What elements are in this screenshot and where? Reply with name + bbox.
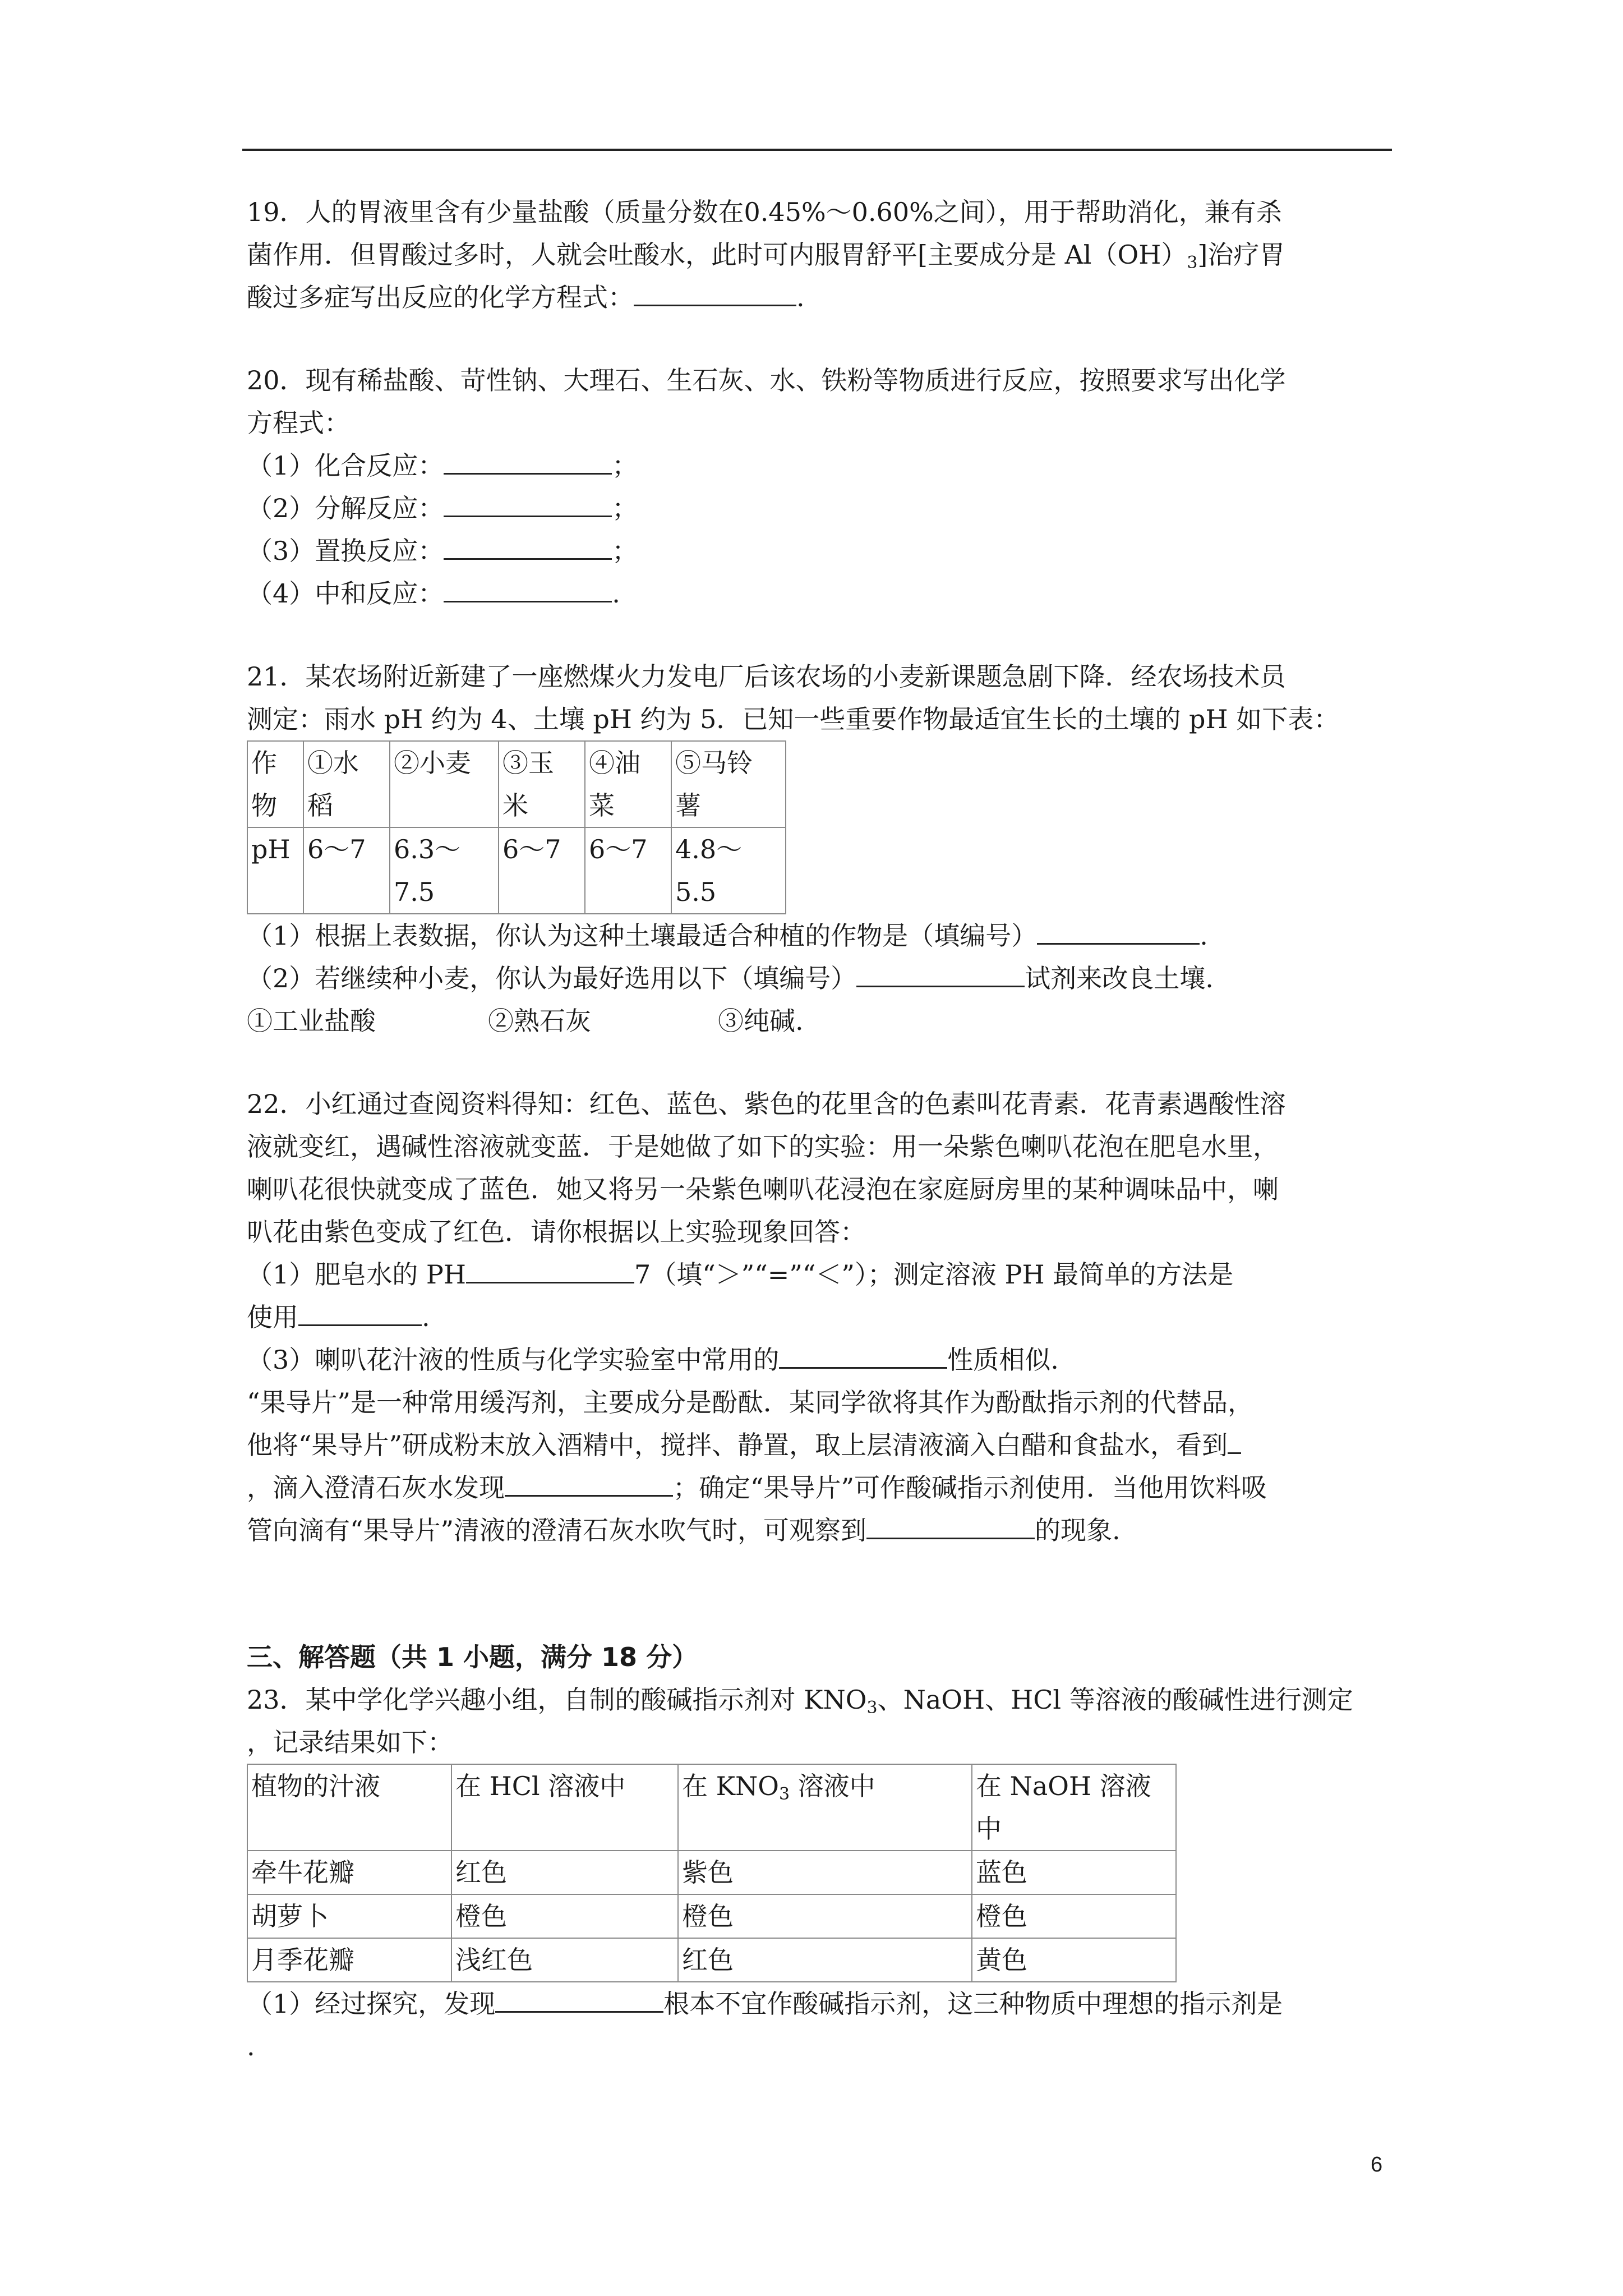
- q22-sub-3-text: （3）喇叭花汁液的性质与化学实验室中常用的: [247, 1345, 780, 1375]
- crop-ph-table: [247, 740, 786, 914]
- q22-blank-2[interactable]: [298, 1297, 422, 1326]
- table-cell: 6～7: [585, 827, 671, 914]
- table-cell: 胡萝卜: [247, 1894, 451, 1938]
- table-row: [247, 1938, 1176, 1982]
- q20-item-end: ；: [612, 493, 638, 523]
- q22-sub-3: [247, 1338, 1396, 1381]
- q22-para-3-text: ，滴入澄清石灰水发现: [247, 1473, 505, 1503]
- q22-sub-1: [247, 1253, 1396, 1296]
- q19-line-2-tail: ]治疗胃: [1197, 240, 1285, 270]
- table-cell: ⑤马铃 薯: [671, 741, 786, 827]
- table-cell: ①水 稻: [303, 741, 390, 827]
- table-cell: 6.3～ 7.5: [390, 827, 499, 914]
- q22-para-3: [247, 1466, 1396, 1509]
- q21-line-2: 测定：雨水 pH 约为 4、土壤 pH 约为 5．已知一些重要作物最适宜生长的土壤的 pH 如下表：: [247, 704, 1340, 734]
- table-cell: 4.8～ 5.5: [671, 827, 786, 914]
- q22-sub-1-tail: 7（填“＞”“=”“＜”）；测定溶液 PH 最简单的方法是: [634, 1259, 1234, 1290]
- q20-line-1: 20．现有稀盐酸、苛性钠、大理石、生石灰、水、铁粉等物质进行反应，按照要求写出化学: [247, 365, 1286, 395]
- q20-item-label: （4）中和反应：: [247, 578, 444, 609]
- table-row: [247, 741, 786, 827]
- question-19: [247, 191, 1396, 319]
- q19-line-3: [247, 276, 1396, 319]
- table-cell: 橙色: [972, 1894, 1176, 1938]
- q21-period: .: [1200, 921, 1208, 951]
- q20-blank-4[interactable]: [444, 574, 612, 602]
- q20-blank-2[interactable]: [444, 489, 612, 517]
- q22-sub-3-tail: 性质相似.: [947, 1345, 1059, 1375]
- q22-blank-6[interactable]: [866, 1511, 1035, 1539]
- table-cell: ④油 菜: [585, 741, 671, 827]
- q20-line-2: 方程式：: [247, 408, 350, 438]
- question-23: [247, 1678, 1396, 2068]
- q21-sub-1-text: （1）根据上表数据，你认为这种土壤最适合种植的作物是（填编号）: [247, 921, 1038, 951]
- q23-sub-1-end: .: [247, 2031, 255, 2062]
- indicator-table: [247, 1764, 1177, 1982]
- option-3: ③纯碱.: [718, 1006, 804, 1036]
- q22-use-text: 使用: [247, 1302, 298, 1332]
- table-cell: 橙色: [678, 1894, 972, 1938]
- q20-item-label: （1）化合反应：: [247, 450, 444, 481]
- table-row: [247, 1764, 1176, 1851]
- q19-subscript: 3: [1187, 253, 1198, 273]
- q22-line-3: 喇叭花很快就变成了蓝色．她又将另一朵紫色喇叭花浸泡在家庭厨房里的某种调味品中，喇: [247, 1174, 1279, 1204]
- q22-para-1: “果导片”是一种常用缓泻剂，主要成分是酚酞．某同学欲将其作为酚酞指示剂的代替品，: [247, 1387, 1254, 1418]
- q23-sub-1-tail: 根本不宜作酸碱指示剂，这三种物质中理想的指示剂是: [663, 1989, 1283, 2019]
- header-rule: [242, 149, 1392, 151]
- q20-item-2: [247, 487, 1396, 530]
- section-title: 三、解答题（共 1 小题，满分 18 分）: [247, 1642, 698, 1672]
- q22-para-2-text: 他将“果导片”研成粉末放入酒精中，搅拌、静置，取上层清液滴入白醋和食盐水，看到: [247, 1430, 1228, 1460]
- q20-item-label: （2）分解反应：: [247, 493, 444, 523]
- q19-line-2-text: 菌作用．但胃酸过多时，人就会吐酸水，此时可内服胃舒平[主要成分是 Al（OH）: [247, 240, 1187, 270]
- table-cell: 6～7: [303, 827, 390, 914]
- q22-blank-5[interactable]: [505, 1468, 673, 1497]
- q22-para-4: [247, 1509, 1396, 1552]
- q21-blank-1[interactable]: [1037, 916, 1200, 945]
- table-row: [247, 1851, 1176, 1894]
- q20-item-4: [247, 572, 1396, 615]
- table-cell: 6～7: [499, 827, 585, 914]
- q22-line-1: 22．小红通过查阅资料得知：红色、蓝色、紫色的花里含的色素叫花青素．花青素遇酸性溶: [247, 1089, 1286, 1119]
- table-row: [247, 1894, 1176, 1938]
- q19-period: .: [796, 282, 805, 312]
- q22-line-4: 叭花由紫色变成了红色．请你根据以上实验现象回答：: [247, 1217, 866, 1247]
- q20-blank-3[interactable]: [444, 531, 612, 560]
- q22-para-4-tail: 的现象.: [1035, 1515, 1121, 1545]
- table-cell: 月季花瓣: [247, 1938, 451, 1982]
- table-cell: 紫色: [678, 1851, 972, 1894]
- q20-item-label: （3）置换反应：: [247, 536, 444, 566]
- q19-prompt: 酸过多症写出反应的化学方程式：: [247, 282, 634, 312]
- q19-answer-blank[interactable]: [634, 278, 796, 306]
- kno3-label: 在 KNO: [682, 1771, 779, 1801]
- q19-line-1: 19．人的胃液里含有少量盐酸（质量分数在0.45%～0.60%之间），用于帮助消化，兼有杀: [247, 197, 1282, 227]
- q21-blank-2[interactable]: [856, 959, 1025, 987]
- q22-para-3-tail: ；确定“果导片”可作酸碱指示剂使用．当他用饮料吸: [673, 1473, 1267, 1503]
- q22-period: .: [422, 1302, 430, 1332]
- q22-sub-1-cont: [247, 1296, 1396, 1338]
- table-cell: ③玉 米: [499, 741, 585, 827]
- table-header-cell: [678, 1764, 972, 1851]
- kno3-subscript: 3: [778, 1784, 790, 1804]
- option-1: ①工业盐酸: [247, 1006, 376, 1036]
- document-body: [247, 191, 1396, 2068]
- q23-line-1-tail: 、NaOH、HCl 等溶液的酸碱性进行测定: [877, 1685, 1353, 1715]
- question-20: [247, 359, 1396, 615]
- q23-line-2: ，记录结果如下：: [247, 1727, 453, 1757]
- table-cell: 红色: [678, 1938, 972, 1982]
- option-2: ②熟石灰: [488, 1006, 591, 1036]
- q20-item-end: .: [612, 578, 620, 609]
- page-number: 6: [1371, 2153, 1383, 2177]
- table-cell: 作 物: [247, 741, 303, 827]
- q20-item-end: ；: [612, 536, 638, 566]
- kno3-tail: 溶液中: [790, 1771, 875, 1801]
- table-cell: 浅红色: [451, 1938, 678, 1982]
- q20-item-3: [247, 530, 1396, 572]
- q22-blank-1[interactable]: [466, 1255, 634, 1283]
- table-cell: 牵牛花瓣: [247, 1851, 451, 1894]
- q22-line-2: 液就变红，遇碱性溶液就变蓝．于是她做了如下的实验：用一朵紫色喇叭花泡在肥皂水里，: [247, 1131, 1279, 1162]
- question-21: [247, 655, 1396, 1042]
- q23-sub-1-text: （1）经过探究，发现: [247, 1989, 496, 2019]
- table-row: [247, 827, 786, 914]
- table-cell: 黄色: [972, 1938, 1176, 1982]
- q20-item-end: ；: [612, 450, 638, 481]
- q19-line-2: [247, 233, 1396, 276]
- q21-line-1: 21．某农场附近新建了一座燃煤火力发电厂后该农场的小麦新课题急剧下降．经农场技术员: [247, 661, 1286, 692]
- q22-blank-3[interactable]: [779, 1340, 947, 1369]
- q23-sub-1: [247, 1982, 1396, 2025]
- question-22: [247, 1083, 1396, 1552]
- q21-sub-2-text: （2）若继续种小麦，你认为最好选用以下（填编号）: [247, 963, 857, 993]
- table-cell: 蓝色: [972, 1851, 1176, 1894]
- table-cell: 红色: [451, 1851, 678, 1894]
- q22-para-2: [247, 1424, 1396, 1466]
- table-cell: pH: [247, 827, 303, 914]
- q21-sub-1: [247, 914, 1396, 957]
- table-cell: 橙色: [451, 1894, 678, 1938]
- q23-line-1: [247, 1678, 1396, 1721]
- q20-item-1: [247, 444, 1396, 487]
- q21-sub-2-tail: 试剂来改良土壤.: [1025, 963, 1214, 993]
- q22-para-4-text: 管向滴有“果导片”清液的澄清石灰水吹气时，可观察到: [247, 1515, 867, 1545]
- q21-sub-2: [247, 957, 1396, 1000]
- table-header-cell: 在 HCl 溶液中: [451, 1764, 678, 1851]
- q23-line-1-text: 23．某中学化学兴趣小组，自制的酸碱指示剂对 KNO: [247, 1685, 867, 1715]
- q23-blank-1[interactable]: [495, 1984, 663, 2013]
- q23-subscript: 3: [866, 1698, 878, 1718]
- q22-sub-1-text: （1）肥皂水的 PH: [247, 1259, 466, 1290]
- q21-options: [247, 1000, 1396, 1042]
- q20-blank-1[interactable]: [444, 446, 612, 475]
- table-header-cell: 在 NaOH 溶液中: [972, 1764, 1176, 1851]
- table-cell: ②小麦: [390, 741, 499, 827]
- q22-blank-4[interactable]: [1228, 1425, 1241, 1454]
- table-header-cell: 植物的汁液: [247, 1764, 451, 1851]
